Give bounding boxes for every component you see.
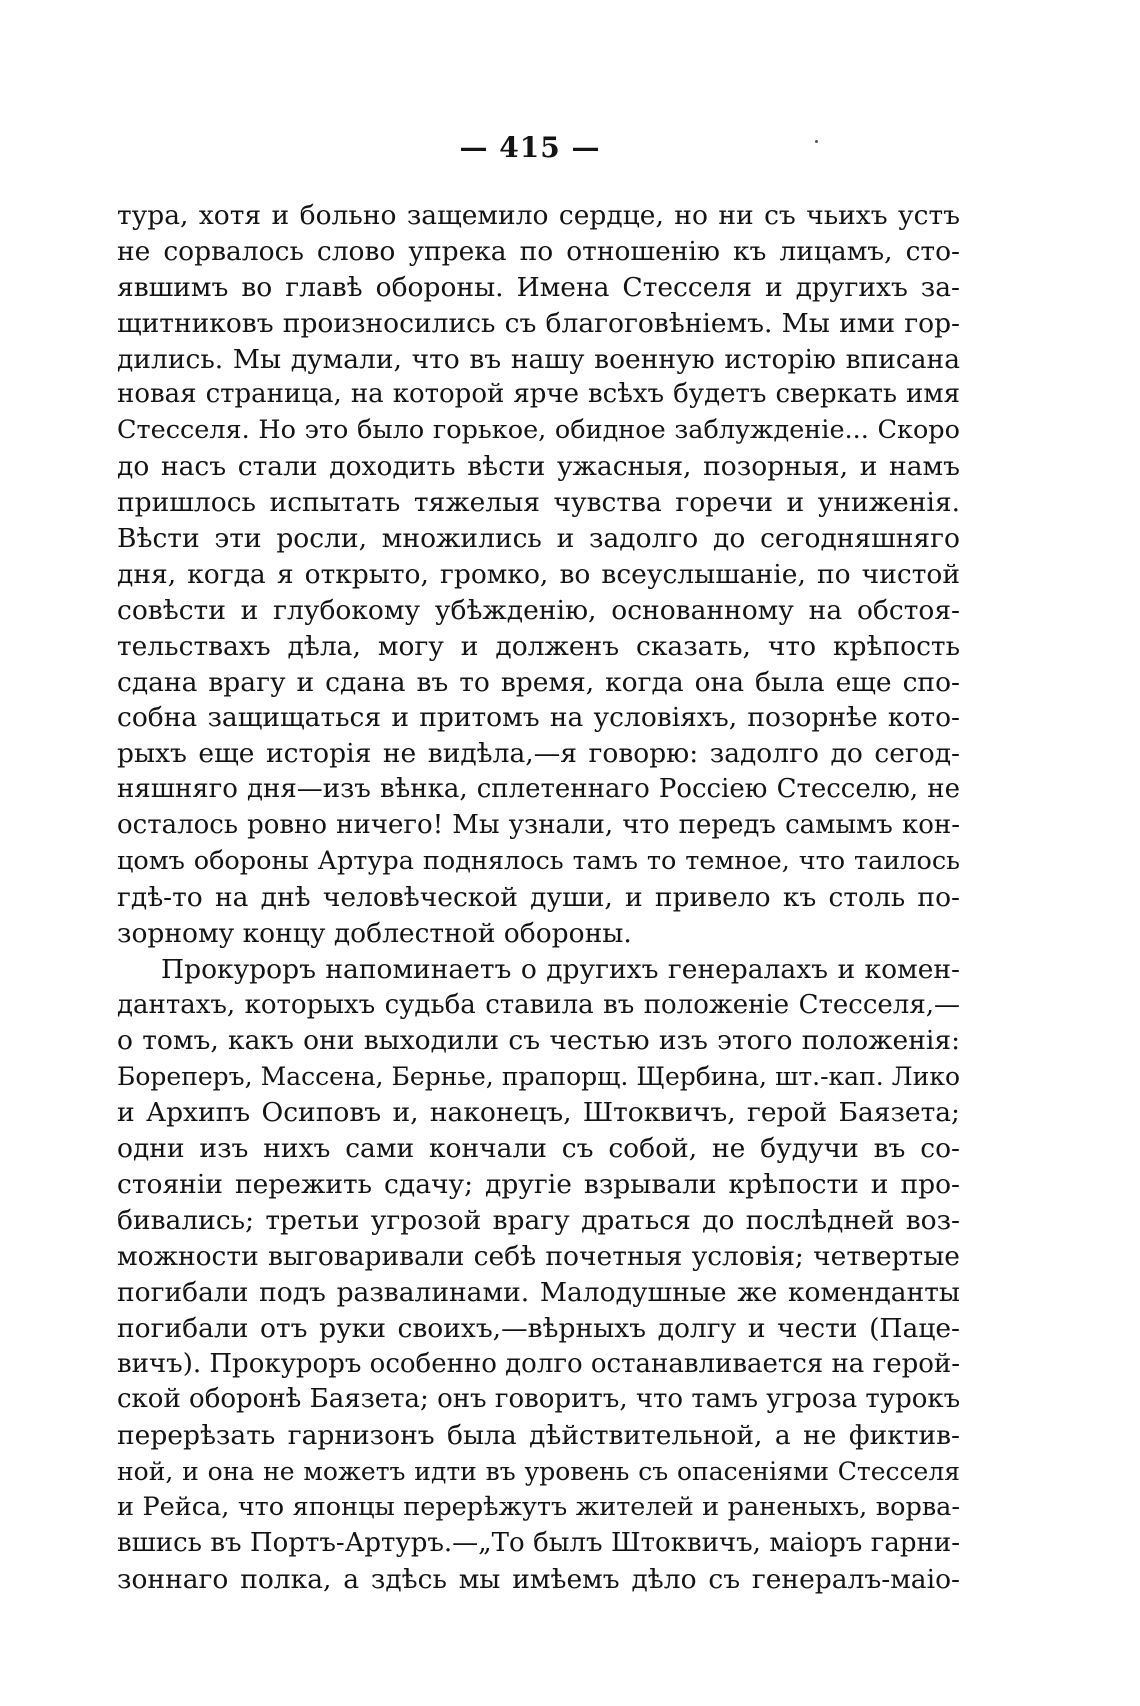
text-line: сдана врагу и сдана въ то время, когда она была еще спо- bbox=[117, 666, 960, 698]
text-line: совѣсти и глубокому убѣжденію, основанному на обстоя- bbox=[117, 594, 960, 626]
text-line: тура, хотя и больно защемило сердце, но ни съ чьихъ устъ bbox=[117, 200, 960, 231]
text-line: перерѣзать гарнизонъ была дѣйствительной, а не фиктив- bbox=[117, 1420, 960, 1452]
body-text bbox=[117, 198, 960, 1598]
text-line: няшняго дня—изъ вѣнка, сплетеннаго Россіею Стесселю, не bbox=[117, 774, 960, 805]
text-line: дились. Мы думали, что въ нашу военную исторію вписана bbox=[117, 343, 960, 375]
text-line: можности выговаривали себѣ почетныя условія; четвертые bbox=[117, 1240, 960, 1272]
text-line: Вѣсти эти росли, множились и задолго до сегодняшняго bbox=[117, 523, 960, 555]
text-line: дня, когда я открыто, громко, во всеуслышаніе, по чистой bbox=[117, 558, 960, 590]
text-line: не сорвалось слово упрека по отношенію къ лицамъ, сто- bbox=[117, 235, 960, 267]
text-line: и Архипъ Осиповъ и, наконецъ, Штоквичъ, герой Баязета; bbox=[117, 1097, 960, 1129]
text-line: ной, и она не можетъ идти въ уровень съ опасеніями Стесселя bbox=[117, 1457, 960, 1487]
text-line: стояніи пережить сдачу; другіе взрывали крѣпости и про- bbox=[117, 1169, 960, 1201]
text-line: щитниковъ произносились съ благоговѣніемъ. Мы ими гор- bbox=[117, 307, 960, 339]
text-line: цомъ обороны Артура поднялось тамъ то темное, что таилось bbox=[117, 846, 960, 877]
text-line: до насъ стали доходить вѣсти ужасныя, позорныя, и намъ bbox=[117, 451, 960, 483]
text-line: зорному концу доблестной обороны. bbox=[117, 917, 632, 949]
text-line: осталось ровно ничего! Мы узнали, что передъ самымъ кон- bbox=[117, 810, 960, 841]
text-line: Стесселя. Но это было горькое, обидное заблужденіе... Скоро bbox=[117, 415, 960, 446]
text-line: погибали отъ руки своихъ,—вѣрныхъ долгу и чести (Паце- bbox=[117, 1312, 960, 1344]
page-number: — 415 — bbox=[459, 131, 601, 164]
text-line: погибали подъ развалинами. Малодушные же коменданты bbox=[117, 1276, 960, 1308]
print-speck bbox=[815, 140, 818, 143]
text-line: и Рейса, что японцы перерѣжутъ жителей и раненыхъ, ворва- bbox=[117, 1492, 960, 1523]
text-line: зоннаго полка, а здѣсь мы имѣемъ дѣло съ генералъ-маіо- bbox=[117, 1563, 960, 1595]
text-line: собна защищаться и притомъ на условіяхъ, позорнѣе кото- bbox=[117, 702, 960, 734]
text-line: вшись въ Портъ-Артуръ.—„То былъ Штоквичъ, маіоръ гарни- bbox=[117, 1527, 960, 1558]
text-line: явшимъ во главѣ обороны. Имена Стесселя и другихъ за- bbox=[117, 271, 960, 303]
text-line: о томъ, какъ они выходили съ честью изъ этого положенія: bbox=[117, 1025, 960, 1057]
text-line: тельствахъ дѣла, могу и долженъ сказать, что крѣпость bbox=[117, 630, 960, 662]
text-line: новая страница, на которой ярче всѣхъ будетъ сверкать имя bbox=[117, 379, 960, 410]
text-line: гдѣ-то на днѣ человѣческой души, и привело къ столь по- bbox=[117, 881, 960, 913]
text-line: дантахъ, которыхъ судьба ставила въ положеніе Стесселя,— bbox=[117, 989, 960, 1020]
text-line: пришлось испытать тяжелыя чувства горечи и униженія. bbox=[117, 487, 960, 519]
text-line: бивались; третьи угрозой врагу драться до послѣдней воз- bbox=[117, 1204, 960, 1236]
text-line: одни изъ нихъ сами кончали съ собой, не будучи въ со- bbox=[117, 1133, 960, 1165]
text-line: Прокуроръ напоминаетъ о другихъ генералахъ и комен- bbox=[161, 953, 960, 985]
text-line: Бореперъ, Массена, Бернье, прапорщ. Щербина, шт.-кап. Лико bbox=[117, 1062, 960, 1092]
text-line: вичъ). Прокуроръ особенно долго останавливается на герой- bbox=[117, 1348, 960, 1379]
text-line: рыхъ еще исторія не видѣла,—я говорю: задолго до сегод- bbox=[117, 738, 960, 770]
text-line: ской оборонѣ Баязета; онъ говоритъ, что тамъ угроза турокъ bbox=[117, 1384, 961, 1415]
